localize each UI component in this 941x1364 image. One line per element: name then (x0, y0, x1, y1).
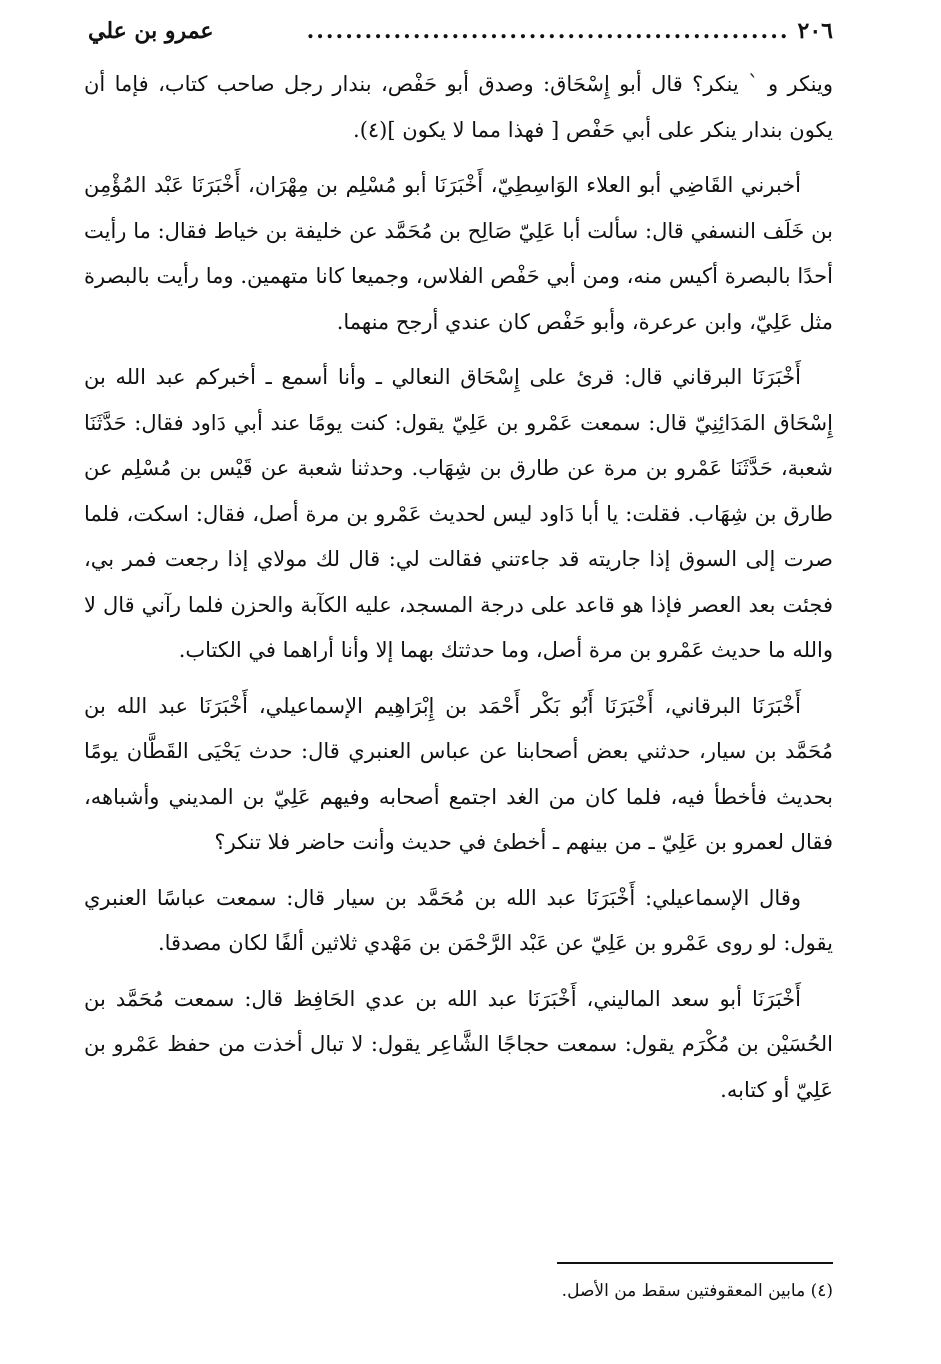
header-leader-dots: .................................................. (306, 18, 790, 44)
paragraph: أَخْبَرَنَا البرقاني، أَخْبَرَنَا أَبُو بَكْر أَحْمَد بن إِبْرَاهِيم الإسماعيلي، أَخْبَرَنَا عبد الله بن مُحَمَّد بن سيار، حدثني بعض أصحابنا عن عباس العنبري قال: حدث يَحْيَى القَطَّان يومًا بحديث فأخطأ فيه، فلما كان من الغد اجتمع أصحابه وفيهم عَلِيّ بن المديني وأشباهه، فقال لعمرو بن عَلِيّ ـ من بينهم ـ أخطئ في حديث وأنت حاضر فلا تنكر؟ (84, 693, 833, 854)
paragraph: وينكر و ` ينكر؟ قال أبو إِسْحَاق: وصدق أبو حَفْص، بندار رجل صاحب كتاب، فإما أن يكون بندار ينكر على أبي حَفْص [ فهذا مما لا يكون ](٤). (84, 72, 833, 142)
page-number: ٢٠٦ (797, 18, 833, 44)
paragraph: وقال الإسماعيلي: أَخْبَرَنَا عبد الله بن مُحَمَّد بن سيار قال: سمعت عباسًا العنبري يقول: لو روى عَمْرو بن عَلِيّ عن عَبْد الرَّحْمَن بن مَهْدي ثلاثين ألفًا لكان مصدقا. (84, 885, 833, 955)
footnote: (٤) مابين المعقوفتين سقط من الأصل. (561, 1281, 833, 1301)
paragraph: أخبرني القَاضِي أبو العلاء الوَاسِطِيّ، أَخْبَرَنَا أبو مُسْلِم بن مِهْرَان، أَخْبَرَنَا عَبْد المُؤْمِن بن خَلَف النسفي قال: سألت أبا عَلِيّ صَالِح بن مُحَمَّد عن خليفة بن خياط فقال: ما رأيت أحدًا بالبصرة أكيس منه، ومن أبي حَفْص الفلاس، وجميعا كانا متهمين. وما رأيت بالبصرة مثل عَلِيّ، وابن عرعرة، وأبو حَفْص كان عندي أرجح منهما. (84, 173, 833, 334)
running-title: عمرو بن علي (88, 18, 214, 44)
paragraph: أَخْبَرَنَا البرقاني قال: قرئ على إِسْحَاق النعالي ـ وأنا أسمع ـ أخبركم عبد الله بن إِسْحَاق المَدَائِنِيّ قال: سمعت عَمْرو بن عَلِيّ يقول: كنت يومًا عند أبي دَاود فقال: حَدَّثَنَا شعبة، حَدَّثَنَا عَمْرو بن مرة عن طارق بن شِهَاب. وحدثنا شعبة عن قَيْس بن مُسْلِم عن طارق بن شِهَاب. فقلت: يا أبا دَاود ليس لحديث عَمْرو بن مرة أصل، فقال: اسكت، فلما صرت إلى السوق إذا جاريته قد جاءتني فقالت لي: قال لك مولاي إذا رجعت فمر بي، فجئت بعد العصر فإذا هو قاعد على درجة المسجد، عليه الكآبة والحزن فلما رآني قال لا والله ما حديث عَمْرو بن مرة أصل، وما حدثتك بهما إلا وأنا أراهما في الكتاب. (84, 365, 833, 662)
paragraph: أَخْبَرَنَا أبو سعد الماليني، أَخْبَرَنَا عبد الله بن عدي الحَافِظ قال: سمعت مُحَمَّد بن الحُسَيْن بن مُكْرَم يقول: سمعت حجاجًا الشَّاعِر يقول: لا تبال أخذت من حفظ عَمْرو بن عَلِيّ أو كتابه. (84, 986, 833, 1102)
footnote-separator (557, 1262, 833, 1264)
page-header (88, 14, 833, 48)
page-body (84, 62, 833, 1113)
